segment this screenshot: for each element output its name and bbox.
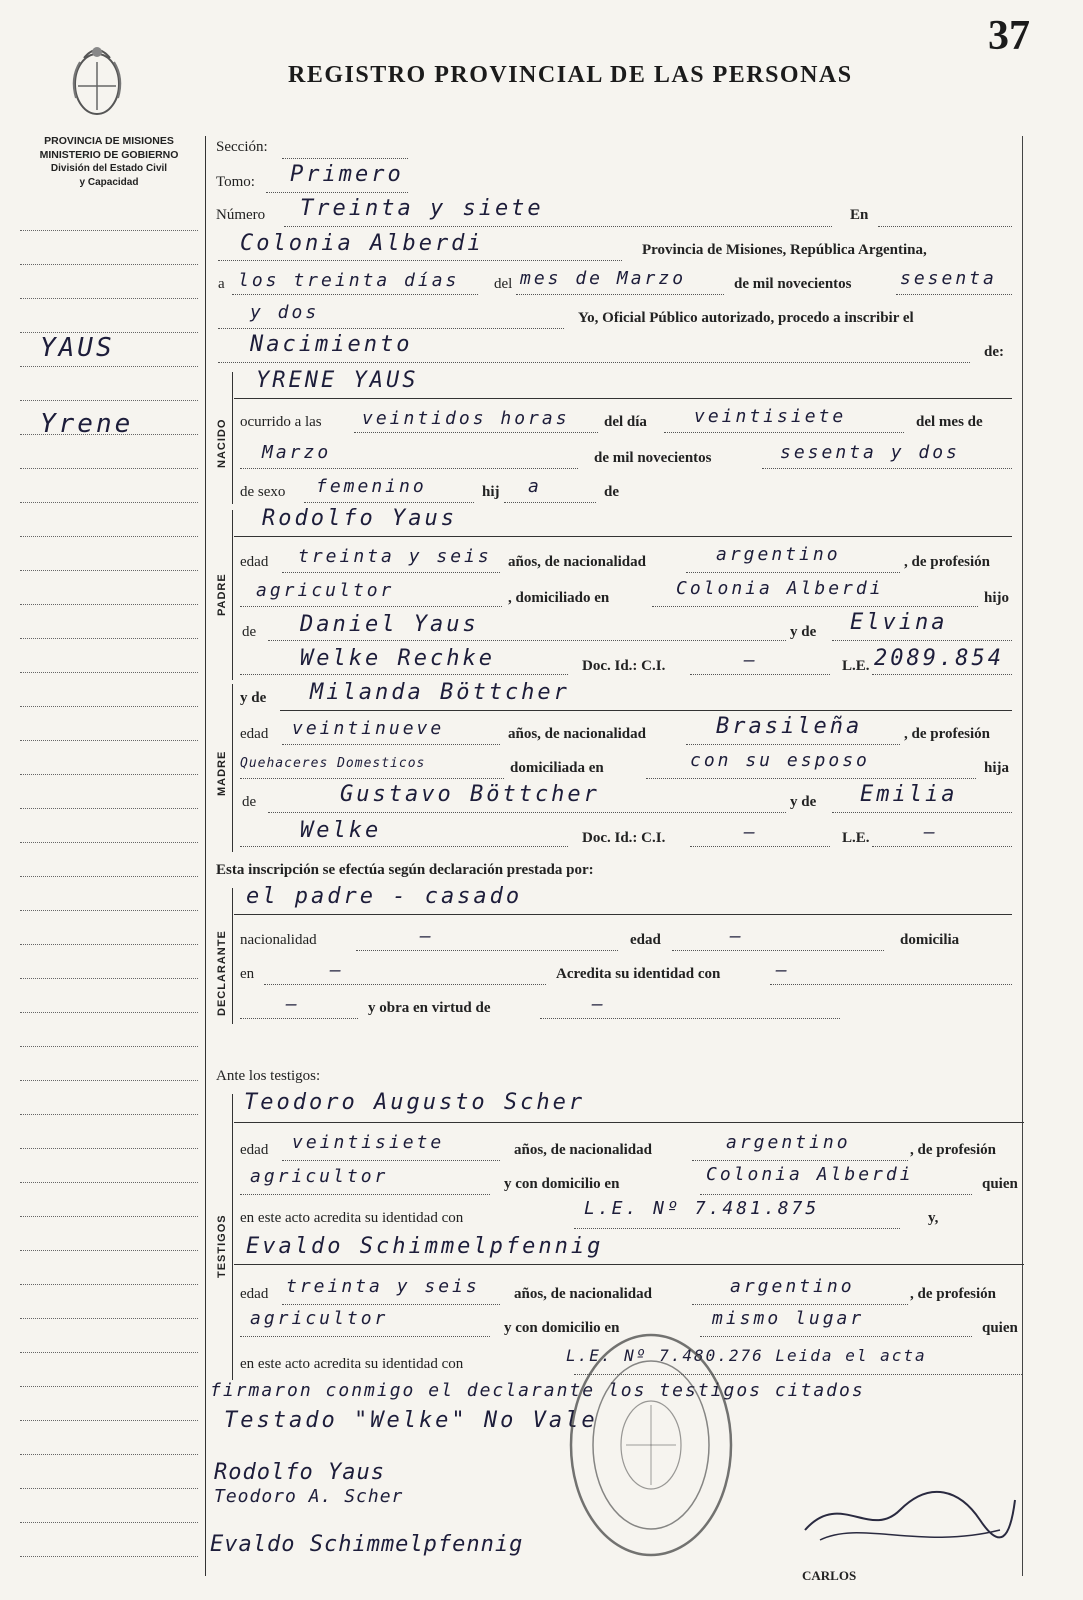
padre-y-de-label: y de (790, 624, 817, 640)
del-mes-label: del mes de (916, 414, 983, 430)
testigo1-quien-label: quien (982, 1176, 1018, 1192)
numero-label: Número (216, 207, 266, 223)
padre-domicilio-value: Colonia Alberdi (676, 578, 884, 599)
testigo2-profesion-label: , de profesión (910, 1286, 996, 1302)
org-line-3: División del Estado Civil (50, 163, 168, 174)
mil-novecientos-label-2: de mil novecientos (594, 450, 712, 466)
padre-le-value: 2089.854 (874, 646, 1004, 671)
decl-obra-label: y obra en virtud de (368, 1000, 491, 1016)
testigo2-quien-label: quien (982, 1320, 1018, 1336)
signature-scribble (800, 1480, 1020, 1550)
org-line-4: y Capacidad (79, 177, 139, 188)
madre-doc-label: Doc. Id.: C.I. (582, 830, 666, 846)
official-stamp-icon (566, 1330, 736, 1560)
margin-divider (205, 136, 206, 1576)
sexo-label: de sexo (240, 484, 286, 500)
page-number: 37 (988, 13, 1030, 59)
issuing-authority (14, 134, 204, 190)
padre-padre-value: Daniel Yaus (300, 612, 479, 637)
declarante-bracket (232, 888, 233, 1024)
testigo1-nacionalidad-label: años, de nacionalidad (514, 1142, 652, 1158)
testigos-label-text: Ante los testigos: (216, 1068, 321, 1084)
padre-ci-value: — (744, 650, 758, 671)
oficial-label: Yo, Oficial Público autorizado, procedo a inscribir el (578, 310, 914, 326)
testigo2-nacionalidad-label: años, de nacionalidad (514, 1286, 652, 1302)
testigo1-edad-label: edad (240, 1142, 269, 1158)
madre-madre-apellido-value: Welke (300, 818, 382, 843)
del-label: del (494, 276, 513, 292)
decl-en-label: en (240, 966, 255, 982)
madre-domicilio-label: domiciliada en (510, 760, 604, 776)
madre-domicilio-value: con su esposo (690, 750, 870, 771)
madre-label: MADRE (216, 750, 228, 796)
anio-nac-value: sesenta y dos (780, 442, 960, 463)
anio-value-1: sesenta (900, 268, 997, 289)
cierre-linea-2: Testado "Welke" No Vale (224, 1408, 598, 1433)
decl-edad-value: — (730, 926, 744, 947)
testigo1-profesion-label: , de profesión (910, 1142, 996, 1158)
testigo1-doc-value: L.E. Nº 7.481.875 (584, 1198, 820, 1219)
padre-nacionalidad-value: argentino (716, 544, 841, 565)
padre-doc-label: Doc. Id.: C.I. (582, 658, 666, 674)
madre-profesion-value: Quehaceres Domesticos (240, 756, 426, 771)
testigo1-profesion-value: agricultor (250, 1166, 389, 1187)
padre-le-label: L.E. (842, 658, 870, 674)
testigo1-domicilio-value: Colonia Alberdi (706, 1164, 914, 1185)
decl-obra-pre-value: — (286, 994, 300, 1015)
madre-nacionalidad-value: Brasileña (716, 714, 863, 739)
padre-madre-apellido-value: Welke Rechke (300, 646, 495, 671)
decl-acredita-value: — (776, 960, 790, 981)
testigos-bracket (232, 1094, 233, 1380)
hora-value: veintidos horas (362, 408, 570, 429)
testigo2-nombre-value: Evaldo Schimmelpfennig (246, 1234, 604, 1259)
hija-label: hija (984, 760, 1010, 776)
madre-bracket (232, 684, 233, 852)
testigo2-nacionalidad-value: argentino (730, 1276, 855, 1297)
sexo-value: femenino (316, 476, 427, 497)
signature-witness-1: Teodoro A. Scher (214, 1486, 404, 1507)
signature-witness-2: Evaldo Schimmelpfennig (210, 1532, 524, 1557)
page-title: REGISTRO PROVINCIAL DE LAS PERSONAS (288, 62, 853, 88)
acto-value: Nacimiento (250, 332, 413, 357)
madre-padre-value: Gustavo Böttcher (340, 782, 600, 807)
decl-domicilia-label: domicilia (900, 932, 960, 948)
madre-nombre-value: Milanda Böttcher (310, 680, 570, 705)
coat-of-arms-icon (66, 38, 128, 122)
a-label: a (218, 276, 225, 292)
testigo2-domicilio-value: mismo lugar (712, 1308, 865, 1329)
hijo-label: hijo (984, 590, 1010, 606)
margin-given-name: Yrene (40, 409, 134, 439)
testigo2-edad-value: treinta y seis (286, 1276, 480, 1297)
fecha-dia-value: los treinta días (238, 270, 460, 291)
padre-madre-value: Elvina (850, 610, 948, 635)
madre-profesion-label: , de profesión (904, 726, 990, 742)
testigo2-acto-label: en este acto acredita su identidad con (240, 1356, 464, 1372)
org-line-2: MINISTERIO DE GOBIERNO (39, 149, 179, 161)
ocurrido-label: ocurrido a las (240, 414, 322, 430)
testigo2-domicilio-label: y con domicilio en (504, 1320, 620, 1336)
padre-bracket (232, 510, 233, 680)
fecha-mes-value: mes de Marzo (520, 268, 687, 289)
madre-y-de-label-2: y de (790, 794, 817, 810)
testigo1-acto-label: en este acto acredita su identidad con (240, 1210, 464, 1226)
padre-de-label: de (242, 624, 257, 640)
anio-value-2: y dos (250, 302, 320, 323)
hij-suffix-value: a (528, 476, 542, 497)
madre-le-label: L.E. (842, 830, 870, 846)
padre-edad-value: treinta y seis (298, 546, 492, 567)
padre-domicilio-label: , domiciliado en (508, 590, 610, 606)
testigo1-nombre-value: Teodoro Augusto Scher (244, 1090, 586, 1115)
padre-nombre-value: Rodolfo Yaus (262, 506, 457, 531)
decl-acredita-label: Acredita su identidad con (556, 966, 721, 982)
hij-label: hij (482, 484, 500, 500)
signature-official: CARLOS (802, 1568, 857, 1583)
del-dia-label: del día (604, 414, 647, 430)
en-label: En (850, 207, 869, 223)
org-line-1: PROVINCIA DE MISIONES (44, 135, 174, 147)
decl-edad-label: edad (630, 932, 661, 948)
lugar-value: Colonia Alberdi (240, 231, 484, 256)
padre-profesion-label: , de profesión (904, 554, 990, 570)
cierre-linea-1: firmaron conmigo el declarante los testigos citados (210, 1380, 865, 1401)
tomo-label: Tomo: (216, 174, 255, 190)
de-label-1: de (604, 484, 619, 500)
madre-ci-value: — (744, 822, 758, 843)
decl-en-value: — (330, 960, 344, 981)
testigo2-edad-label: edad (240, 1286, 269, 1302)
madre-edad-label: edad (240, 726, 269, 742)
testigo1-edad-value: veintisiete (292, 1132, 445, 1153)
testigo1-domicilio-label: y con domicilio en (504, 1176, 620, 1192)
right-border (1022, 136, 1023, 1576)
padre-profesion-value: agricultor (256, 580, 395, 601)
dia-value: veintisiete (694, 406, 847, 427)
madre-y-de-label: y de (240, 690, 267, 706)
decl-nacionalidad-label: nacionalidad (240, 932, 317, 948)
signature-father: Rodolfo Yaus (214, 1460, 385, 1485)
declarante-label: DECLARANTE (216, 930, 228, 1016)
padre-label: PADRE (216, 573, 228, 616)
madre-de-label: de (242, 794, 257, 810)
tomo-value: Primero (290, 162, 404, 187)
mil-novecientos-label: de mil novecientos (734, 276, 852, 292)
madre-nacionalidad-label: años, de nacionalidad (508, 726, 646, 742)
madre-madre-value: Emilia (860, 782, 958, 807)
testigo2-profesion-value: agricultor (250, 1308, 389, 1329)
mes-value: Marzo (262, 442, 332, 463)
provincia-label: Provincia de Misiones, República Argentina, (642, 242, 927, 258)
numero-value: Treinta y siete (300, 196, 544, 221)
testigos-label: TESTIGOS (216, 1214, 228, 1278)
padre-nacionalidad-label: años, de nacionalidad (508, 554, 646, 570)
madre-le-value: — (924, 822, 938, 843)
seccion-label: Sección: (216, 139, 268, 155)
testigo1-nacionalidad-value: argentino (726, 1132, 851, 1153)
padre-edad-label: edad (240, 554, 269, 570)
nacido-label: NACIDO (216, 418, 228, 468)
declarante-value: el padre - casado (246, 884, 523, 909)
madre-edad-value: veintinueve (292, 718, 445, 739)
decl-nacionalidad-value: — (420, 926, 434, 947)
testigo1-y-label: y, (928, 1210, 939, 1226)
nacido-bracket (232, 372, 233, 504)
declaracion-label: Esta inscripción se efectúa según declaración prestada por: (216, 862, 594, 878)
decl-obra-value: — (592, 994, 606, 1015)
margin-surname: YAUS (40, 333, 115, 363)
nacido-nombre-value: YRENE YAUS (256, 368, 419, 393)
testigo2-doc-value: L.E. Nº 7.480.276 Leida el acta (566, 1346, 927, 1365)
de-colon-label: de: (984, 344, 1004, 360)
